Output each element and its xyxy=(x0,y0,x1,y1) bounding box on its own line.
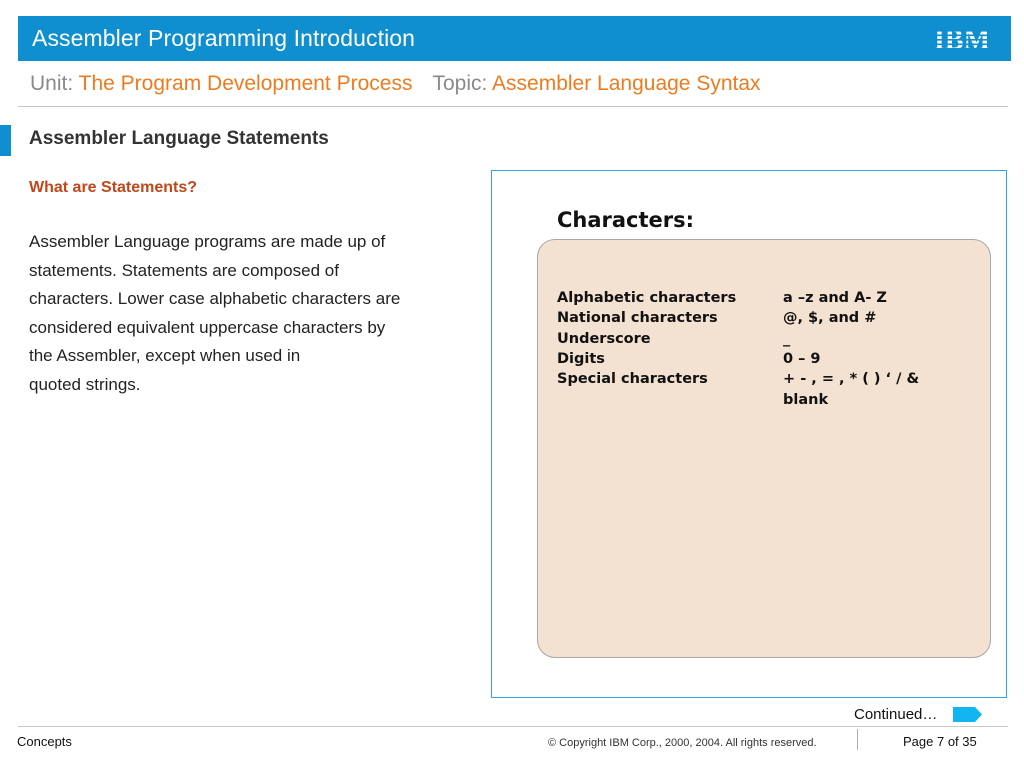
body-line: considered equivalent uppercase characters by xyxy=(29,317,386,337)
unit-topic-breadcrumb xyxy=(30,72,761,96)
arrow-right-icon[interactable] xyxy=(953,707,982,722)
page-number: Page 7 of 35 xyxy=(903,734,977,749)
body-line: characters. Lower case alphabetic characters are xyxy=(29,289,401,308)
char-value: 0 – 9 xyxy=(783,351,821,367)
body-line: statements. Statements are composed of xyxy=(29,260,339,280)
footer-divider xyxy=(18,726,1008,727)
body-paragraph xyxy=(29,228,479,399)
topic-value[interactable]: Assembler Language Syntax xyxy=(492,72,761,95)
continued-label: Continued… xyxy=(854,706,938,723)
char-value: a –z and A- Z xyxy=(783,290,887,306)
body-line: Assembler Language programs are made up of xyxy=(29,232,386,251)
char-value: _ xyxy=(783,331,791,347)
char-label: Digits xyxy=(557,351,605,367)
char-row-alphabetic xyxy=(557,288,887,308)
topic-label: Topic: xyxy=(432,72,488,95)
app-title: Assembler Programming Introduction xyxy=(32,25,416,51)
char-row-underscore xyxy=(557,329,791,349)
char-row-special xyxy=(557,369,920,389)
char-label: Special characters xyxy=(557,371,708,387)
characters-panel xyxy=(491,170,1007,698)
copyright-notice: © Copyright IBM Corp., 2000, 2004. All rights reserved. xyxy=(548,737,817,749)
unit-value[interactable]: The Program Development Process xyxy=(78,72,413,95)
unit-label: Unit: xyxy=(30,72,74,95)
footer-separator xyxy=(857,729,858,750)
char-label: National characters xyxy=(557,310,718,326)
char-value: @, $, and # xyxy=(783,310,877,326)
char-label: Underscore xyxy=(557,331,651,347)
characters-box xyxy=(537,239,991,658)
ibm-logo xyxy=(929,24,995,53)
char-value: blank xyxy=(783,392,829,408)
char-row-digits xyxy=(557,349,821,369)
section-accent-bar xyxy=(0,125,11,156)
char-label: Alphabetic characters xyxy=(557,290,737,306)
title-bar xyxy=(18,16,1011,61)
body-line: the Assembler, except when used in xyxy=(29,346,301,365)
char-value: + - , = , * ( ) ‘ / & xyxy=(783,371,920,387)
body-line: quoted strings. xyxy=(29,374,141,394)
char-row-national xyxy=(557,308,877,328)
sub-title: What are Statements? xyxy=(29,179,198,196)
header-divider xyxy=(18,106,1008,107)
footer-section-label: Concepts xyxy=(17,734,72,749)
characters-heading: Characters: xyxy=(557,208,695,232)
section-title: Assembler Language Statements xyxy=(29,128,329,149)
